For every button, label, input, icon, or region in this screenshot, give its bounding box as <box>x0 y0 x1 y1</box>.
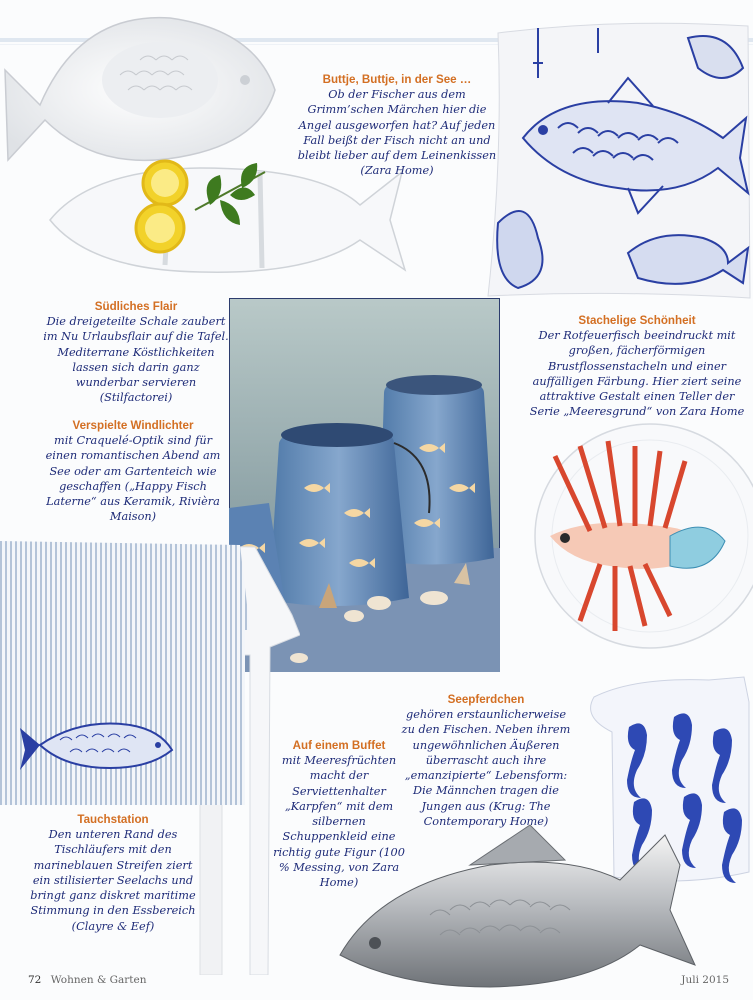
caption-title: Südliches Flair <box>94 300 178 313</box>
magazine-name: Wohnen & Garten <box>50 974 147 986</box>
page-number: 72 <box>28 974 42 986</box>
caption-bowl <box>40 299 232 406</box>
fish-pillow-image <box>478 8 753 308</box>
caption-seahorse <box>398 692 574 829</box>
caption-lanterns <box>40 418 226 525</box>
caption-lionfish <box>526 313 748 420</box>
caption-body: Den unteren Rand des Tischläufers mit den marineblauen Streifen ziert ein stilisierter Seelachs und bringt ganz diskret maritime Stimmung in den Essbereich (Clayre & Eef) <box>30 828 196 933</box>
caption-body: mit Craquelé-Optik sind für einen romantischen Abend am See oder am Gartenteich wie geschaffen („Happy Fisch Laterne“ aus Keramik, Rivièra Maison) <box>45 434 221 524</box>
caption-title: Tauchstation <box>77 813 149 826</box>
caption-body: Der Rotfeuerfisch beeindruckt mit großen, fächerförmigen Brustflossenstacheln und einer auffälligen Färbung. Hier ziert seine attraktive Gestalt einen Teller der Serie „Meeresgrund“ von Zara Home <box>529 329 745 419</box>
caption-title: Seepferdchen <box>447 693 525 706</box>
caption-buffet <box>270 738 408 891</box>
issue-date: Juli 2015 <box>681 974 729 986</box>
caption-title: Verspielte Windlichter <box>72 419 194 432</box>
caption-runner <box>24 812 202 934</box>
caption-body: Die dreigeteilte Schale zaubert im Nu Urlaubsflair auf die Tafel. Mediterrane Köstlichkeiten lassen sich darin ganz wunderbar servieren (Stilfactorei) <box>43 315 229 405</box>
caption-title: Auf einem Buffet <box>292 739 386 752</box>
caption-title: Stachelige Schönheit <box>578 314 696 327</box>
caption-body: Ob der Fischer aus dem Grimm’schen Märchen hier die Angel ausgeworfen hat? Auf jeden Fall beißt der Fisch nicht an und bleibt lieber auf dem Leinenkissen (Zara Home) <box>297 88 497 178</box>
caption-fish-pillow <box>293 72 501 179</box>
lionfish-plate-image <box>520 416 753 656</box>
caption-title: Buttje, Buttje, in der See … <box>322 73 472 86</box>
page-footer-left <box>28 974 147 986</box>
caption-body: gehören erstaunlicherweise zu den Fischen. Neben ihrem ungewöhnlichen Äußeren überrascht auch ihre „emanzipierte“ Lebensform: Die Männchen tragen die Jungen aus (Krug: The Contemporary Home) <box>401 708 571 829</box>
caption-body: mit Meeresfrüchten macht der Serviettenhalter „Karpfen“ mit dem silbernen Schuppenkleid eine richtig gute Figur (100 % Messing, von Zara Home) <box>273 754 405 890</box>
